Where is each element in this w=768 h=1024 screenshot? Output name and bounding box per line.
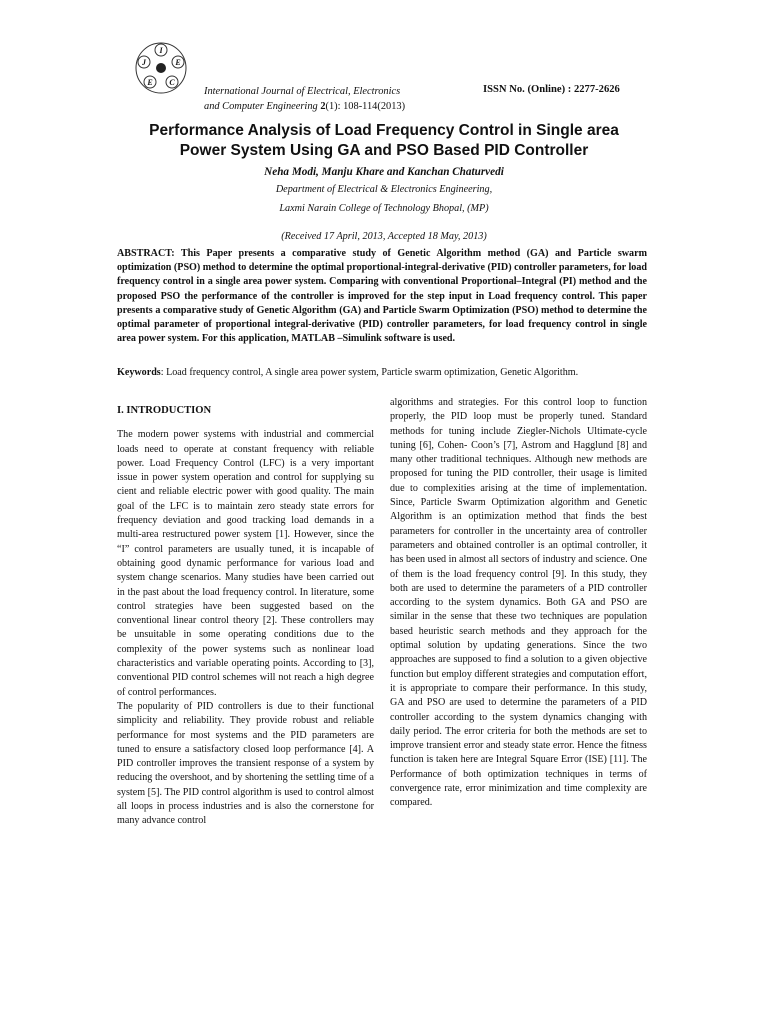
body-paragraph: The modern power systems with industrial and commercial loads need to operate at constant frequency with reliable power. Load Frequency Control (LFC) is a very important issue in power system operation and control for supplying su cient and reliable electric power with good quality. The main goal of the LFC is to maintain zero steady state errors for frequency deviation and good tracking load demands in a multi-area restructured power system [1]. However, since the “I” control parameters are usually tuned, it is incapable of obtaining good dynamic performance for various load and system change scenarios. Many studies have been carried out in the past about the load frequency control. In literature, some control strategies have been suggested based on the conventional linear control theory [2]. These controllers may be unsuitable in some operating conditions due to the complexity of the power systems such as nonlinear load characteristics and variable operating points. According to [3], conventional PID control schemes will not reach a high degree of control performances. — [117, 429, 374, 698]
journal-volume: 2 — [320, 101, 326, 112]
left-column — [117, 400, 374, 829]
journal-name-prefix: and Computer Engineering — [204, 101, 321, 112]
journal-logo-icon — [133, 40, 189, 96]
logo-letter: J — [142, 58, 146, 67]
paper-title-line2: Power System Using GA and PSO Based PID Controller — [179, 142, 589, 159]
journal-citation — [204, 84, 464, 114]
paper-title-line1: Performance Analysis of Load Frequency Control in Single area — [149, 122, 619, 139]
paper-authors: Neha Modi, Manju Khare and Kanchan Chaturvedi — [264, 166, 504, 178]
journal-name-line1: International Journal of Electrical, Electronics — [204, 86, 401, 97]
section-heading-introduction: I. INTRODUCTION — [117, 405, 212, 416]
issn-number: ISSN No. (Online) : 2277-2626 — [483, 84, 620, 95]
body-paragraph: algorithms and strategies. For this control loop to function properly, the PID loop must be properly tuned. Standard methods for tuning include Ziegler-Nichols Ultimate-cycle tuning [6], Cohen- Coon’s [7], Astrom and Hagglund [8] and many other traditional techniques. Although new methods are proposed for tuning the PID controller, their usage is limited due to complexities arising at the time of implementation. Since, Particle Swarm Optimization algorithm and Genetic Algorithm is an optimization method that finds the best parameters for controller in the uncertainty area of controller parameters and obtained controller is an optimal controller, it has been used in almost all sectors of industry and science. One of them is the load frequency control [9]. In this study, they both are used to determine the parameters of a PID controller according to the system dynamics. Both GA and PSO are similar in the sense that these two techniques are population based heuristic search methods and they approach for the optimal solution by updating generations. Since the two approaches are supposed to find a solution to a given objective function but employ different strategies and computation effort, it is appropriate to compare their performance. In this study, GA and PSO are used to determine the parameters of a PID controller according to the system dynamics changing with daily period. The error criteria for both the methods are set to improve transient error and steady state error. Hence the fitness function is taken here are Integral Square Error (ISE) [11]. The Performance of both optimization techniques in terms of convergence rate, error minimization and time complexity are compared. — [390, 397, 647, 809]
keywords-label: Keywords — [117, 367, 161, 378]
logo-letter: I — [159, 46, 163, 55]
logo-letter: E — [175, 58, 181, 67]
logo-letter: C — [169, 78, 175, 87]
affiliation-college: Laxmi Narain College of Technology Bhopal, (MP) — [279, 203, 489, 214]
abstract: ABSTRACT: This Paper presents a comparative study of Genetic Algorithm method (GA) and Particle swarm optimization (PSO) method to determine the optimal proportional-integral-derivative (PID) controller parameters, for load frequency control in a single area power system. Comparing with conventional Proportional–Integral (PI) method and the proposed PSO the performance of the controller is improved for the step input in Load frequency control. This paper presents a comparative study of Genetic Algorithm (GA) and Particle Swarm Optimization (PSO) method to determine the optimal parameter of proportional integral-derivative (PID) controller parameters, for load frequency control in single area power system. For this application, MATLAB –Simulink software is used. — [117, 248, 647, 345]
right-column — [390, 396, 647, 811]
received-dates: (Received 17 April, 2013, Accepted 18 May, 2013) — [281, 231, 487, 242]
body-paragraph: The popularity of PID controllers is due to their functional simplicity and reliability. They provide robust and reliable performance for most systems and the PID parameters are tuned to ensure a satisfactory closed loop performance [4]. A PID controller improves the transient response of a system by reducing the overshoot, and by shortening the settling time of a system [5]. The PID control algorithm is used to control almost all loops in process industries and is also the cornerstone for many advance control — [117, 700, 374, 827]
affiliation-department: Department of Electrical & Electronics Engineering, — [275, 184, 493, 195]
paper-title — [110, 121, 658, 161]
keywords-text: : Load frequency control, A single area power system, Particle swarm optimization, Genetic Algorithm. — [160, 367, 579, 378]
journal-issue-pages: (1): 108-114(2013) — [325, 101, 406, 112]
keywords — [117, 366, 647, 380]
logo-letter: E — [147, 78, 153, 87]
journal-name-line2 — [204, 99, 464, 114]
